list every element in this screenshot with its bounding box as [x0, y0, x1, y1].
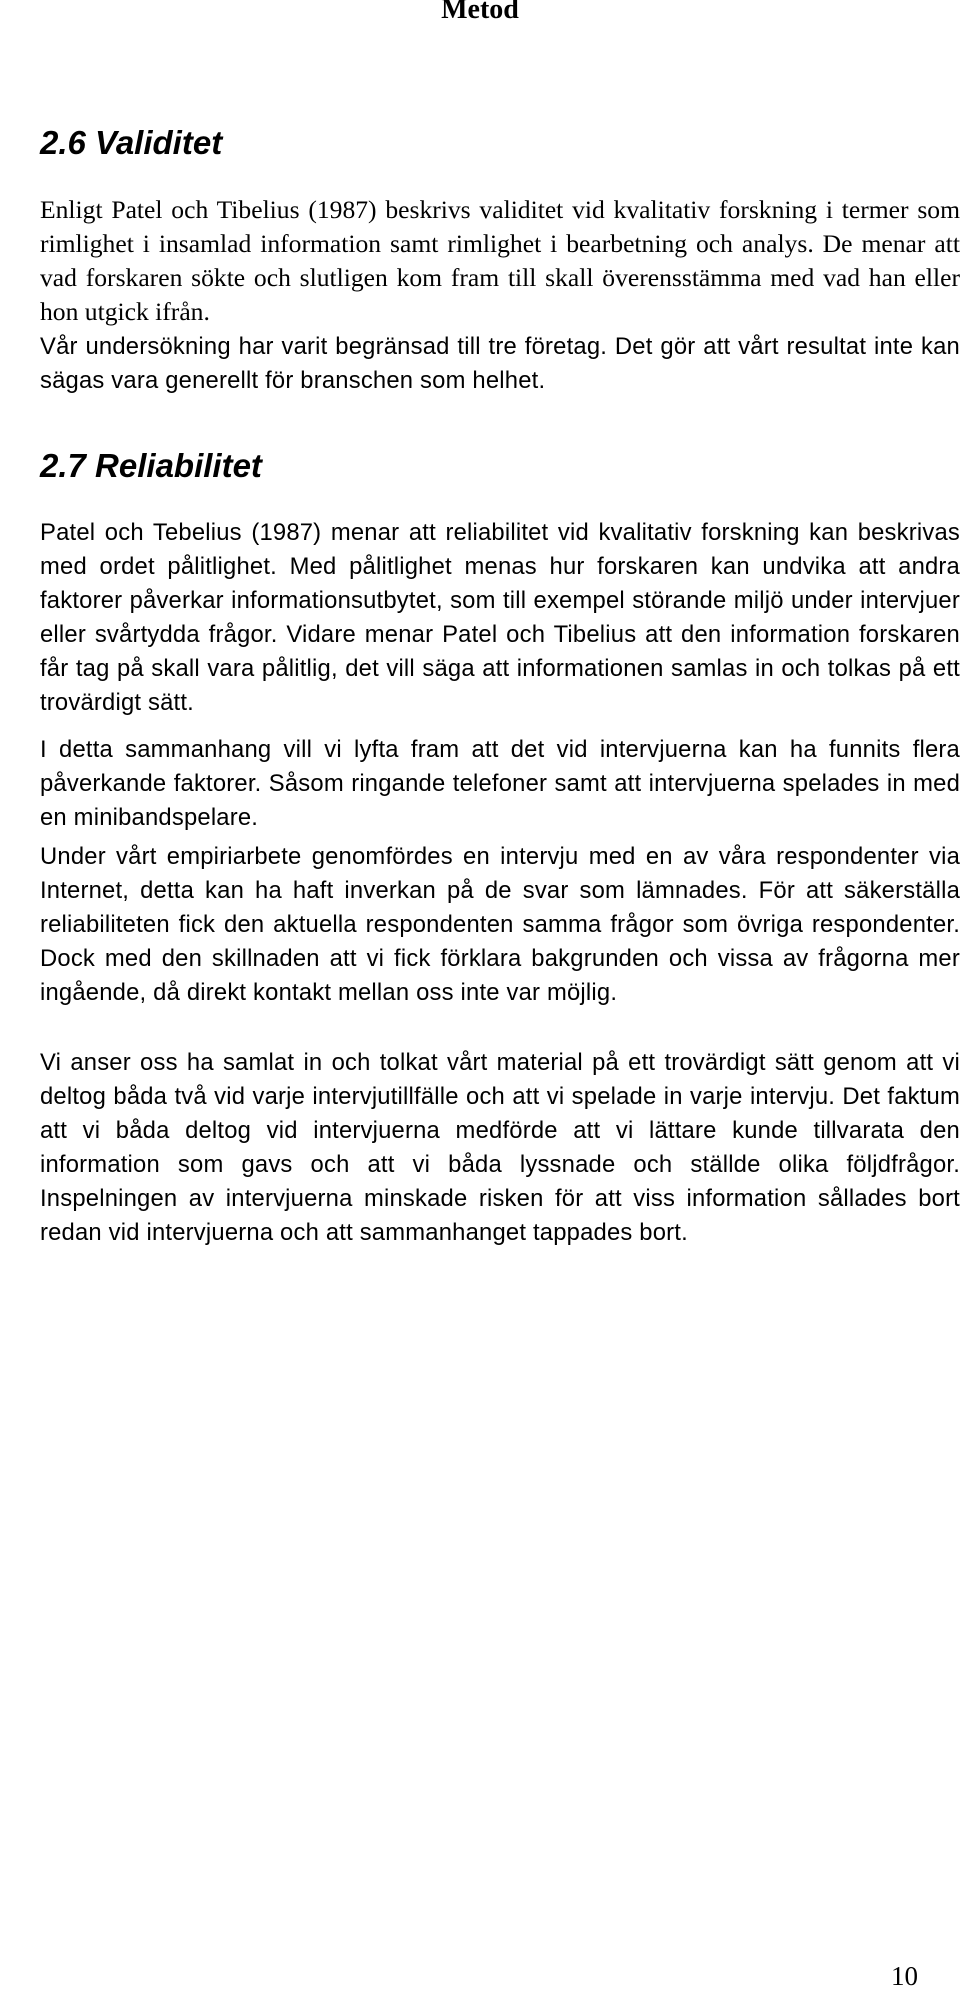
- paragraph-reliabilitet-4: Vi anser oss ha samlat in och tolkat vårt material på ett trovärdigt sätt genom att vi deltog båda två vid varje intervjutillfälle och att vi spelade in varje intervju. Det faktum att vi båda deltog vid intervjuerna medförde att vi lättare kunde tillvarata den information som gavs och att vi båda lyssnade och ställde olika följdfrågor. Inspelningen av intervjuerna minskade risken för att viss information sållades bort redan vid intervjuerna och att sammanhanget tappades bort.: [40, 1049, 960, 1246]
- page-number: 10: [891, 1961, 918, 1991]
- paragraph-reliabilitet-2: I detta sammanhang vill vi lyfta fram att det vid intervjuerna kan ha funnits flera påverkande faktorer. Såsom ringande telefoner samt att intervjuerna spelades in med en minibandspelare.: [40, 736, 960, 831]
- section-heading-validitet: 2.6 Validitet: [40, 124, 223, 161]
- paragraph-validitet-1: Enligt Patel och Tibelius (1987) beskrivs validitet vid kvalitativ forskning i termer som rimlighet i insamlad information samt rimlighet i bearbetning och analys. De menar att vad forskaren sökte och slutligen kom fram till skall överensstämma med vad han eller hon utgick ifrån.: [40, 195, 960, 326]
- section-heading-reliabilitet: 2.7 Reliabilitet: [40, 447, 262, 484]
- paragraph-reliabilitet-1: Patel och Tebelius (1987) menar att reliabilitet vid kvalitativ forskning kan beskrivas med ordet pålitlighet. Med pålitlighet menas hur forskaren kan undvika att andra faktorer påverkar informationsutbytet, som till exempel störande miljö under intervjuer eller svårtydda frågor. Vidare menar Patel och Tibelius att den information forskaren får tag på skall vara pålitlig, det vill säga att informationen samlas in och tolkas på ett trovärdigt sätt.: [40, 519, 960, 716]
- page-header-title: Metod: [441, 0, 519, 25]
- paragraph-reliabilitet-3: Under vårt empiriarbete genomfördes en intervju med en av våra respondenter via Internet, detta kan ha haft inverkan på de svar som lämnades. För att säkerställa reliabiliteten fick den aktuella respondenten samma frågor som övriga respondenter. Dock med den skillnaden att vi fick förklara bakgrunden och vissa av frågorna mer ingående, då direkt kontakt mellan oss inte var möjlig.: [40, 843, 960, 1006]
- paragraph-validitet-2: Vår undersökning har varit begränsad till tre företag. Det gör att vårt resultat inte kan sägas vara generellt för branschen som helhet.: [40, 333, 960, 394]
